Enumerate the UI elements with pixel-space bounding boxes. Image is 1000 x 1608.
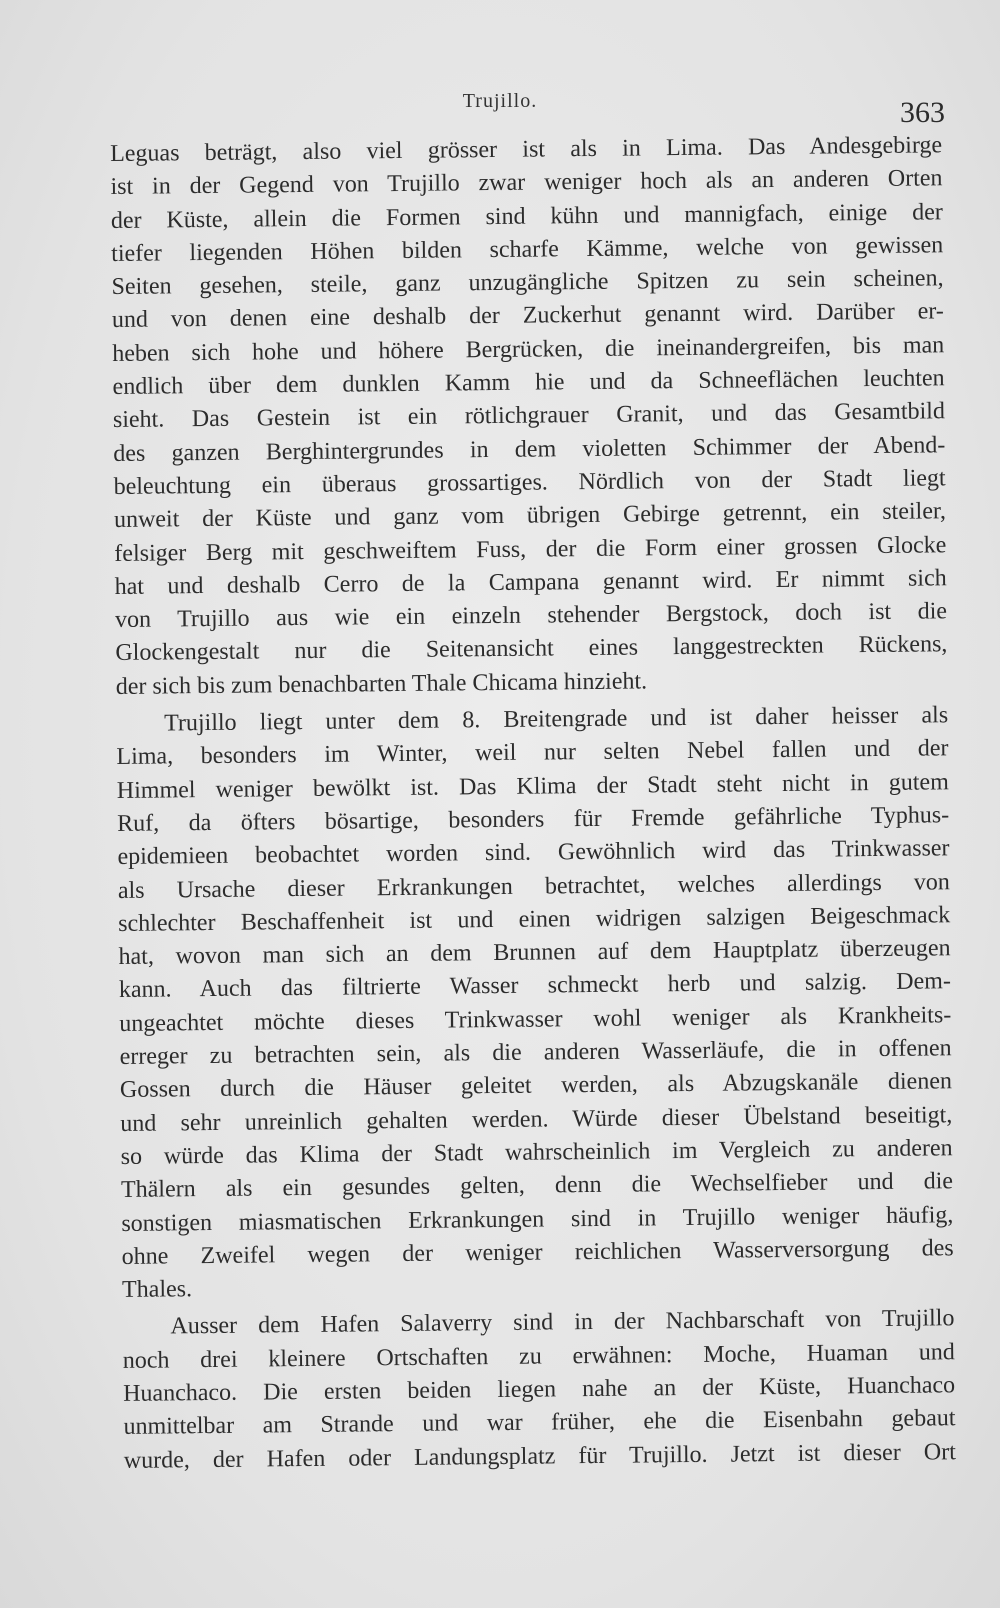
text-line: epidemieen beobachtet worden sind. Gewöhnlich wird das Trinkwasser [117,835,950,871]
text-line: ungeachtet möchte dieses Trinkwasser wohl weniger als Krankheits- [119,1001,952,1037]
text-line: felsiger Berg mit geschweiftem Fuss, der die Form einer grossen Glocke [114,531,947,567]
text-line: schlechter Beschaffenheit ist und einen widrigen salzigen Beigeschmack [118,902,951,937]
text-line: von Trujillo aus wie ein einzeln stehender Bergstock, doch ist die [114,598,948,634]
body-text [110,129,956,1478]
text-line: Himmel weniger bewölkt ist. Das Klima der Stadt steht nicht in gutem [116,768,949,804]
text-line: unmittelbar am Strande und war früher, ehe die Eisenbahn gebaut [123,1405,956,1441]
text-line: hat, wovon man sich an dem Brunnen auf dem Hauptplatz überzeugen [118,935,951,971]
text-line: ist in der Gegend von Trujillo zwar weniger hoch als an anderen Orten [110,165,943,201]
text-line: sieht. Das Gestein ist ein rötlichgrauer Granit, und das Gesamtbild [112,398,946,434]
text-line: Leguas beträgt, also viel grösser ist als in Lima. Das Andesgebirge [110,132,943,167]
text-line: als Ursache dieser Erkrankungen betrachtet, welches allerdings von [117,868,950,904]
text-line: der Küste, allein die Formen sind kühn und mannigfach, einige der [110,198,943,234]
text-line: Glockengestalt nur die Seitenansicht eines langgestreckten Rückens, [115,631,948,667]
text-line: des ganzen Berghintergrundes in dem violetten Schimmer der Abend- [113,431,946,467]
text-line: beleuchtung ein überaus grossartiges. Nördlich von der Stadt liegt [113,465,946,500]
text-line: wurde, der Hafen oder Landungsplatz für Trujillo. Jetzt ist dieser Ort [123,1438,956,1474]
text-line: Gossen durch die Häuser geleitet werden, als Abzugskanäle dienen [119,1068,953,1104]
text-line: der sich bis zum benachbarten Thale Chicama hinzieht. [115,668,648,700]
paragraph-first-line: Trujillo liegt unter dem 8. Breitengrade und ist daher heisser als [163,702,949,737]
page-number: 363 [900,96,945,129]
text-line: und sehr unreinlich gehalten werden. Würde dieser Übelstand beseitigt, [120,1101,953,1137]
text-line: Lima, besonders im Winter, weil nur selten Nebel fallen und der [116,735,949,771]
text-line: unweit der Küste und ganz vom übrigen Gebirge getrennt, ein steiler, [113,498,947,534]
text-line: Ruf, da öfters bösartige, besonders für Fremde gefährliche Typhus- [117,802,950,837]
text-line: kann. Auch das filtrierte Wasser schmeckt herb und salzig. Dem- [118,968,952,1004]
text-line: so würde das Klima der Stadt wahrscheinlich im Vergleich zu anderen [120,1135,953,1170]
text-line: tiefer liegenden Höhen bilden scharfe Kämme, welche von gewissen [111,232,944,267]
text-line: Thales. [121,1276,193,1304]
text-line: Seiten gesehen, steile, ganz unzugängliche Spitzen zu sein scheinen, [111,265,944,301]
text-line: Huanchaco. Die ersten beiden liegen nahe an der Küste, Huanchaco [123,1372,956,1407]
text-line: noch drei kleinere Ortschaften zu erwähnen: Moche, Huaman und [122,1338,955,1374]
text-line: sonstigen miasmatischen Erkrankungen sind in Trujillo weniger häufig, [121,1201,954,1237]
text-line: heben sich hohe und höhere Bergrücken, die ineinandergreifen, bis man [112,332,945,367]
running-title: Trujillo. [462,90,538,112]
paragraph-first-line: Ausser dem Hafen Salaverry sind in der Nachbarschaft von Trujillo [170,1305,955,1340]
text-line: hat und deshalb Cerro de la Campana genannt wird. Er nimmt sich [114,565,947,600]
text-line: erreger zu betrachten sein, als die anderen Wasserläufe, die in offenen [119,1035,952,1070]
text-line: und von denen eine deshalb der Zuckerhut genannt wird. Darüber er- [111,298,945,334]
text-line: Thälern als ein gesundes gelten, denn die Wechselfieber und die [120,1168,954,1204]
text-line: ohne Zweifel wegen der weniger reichlichen Wasserversorgung des [121,1235,954,1270]
text-line: endlich über dem dunklen Kamm hie und da Schneeflächen leuchten [112,365,945,401]
